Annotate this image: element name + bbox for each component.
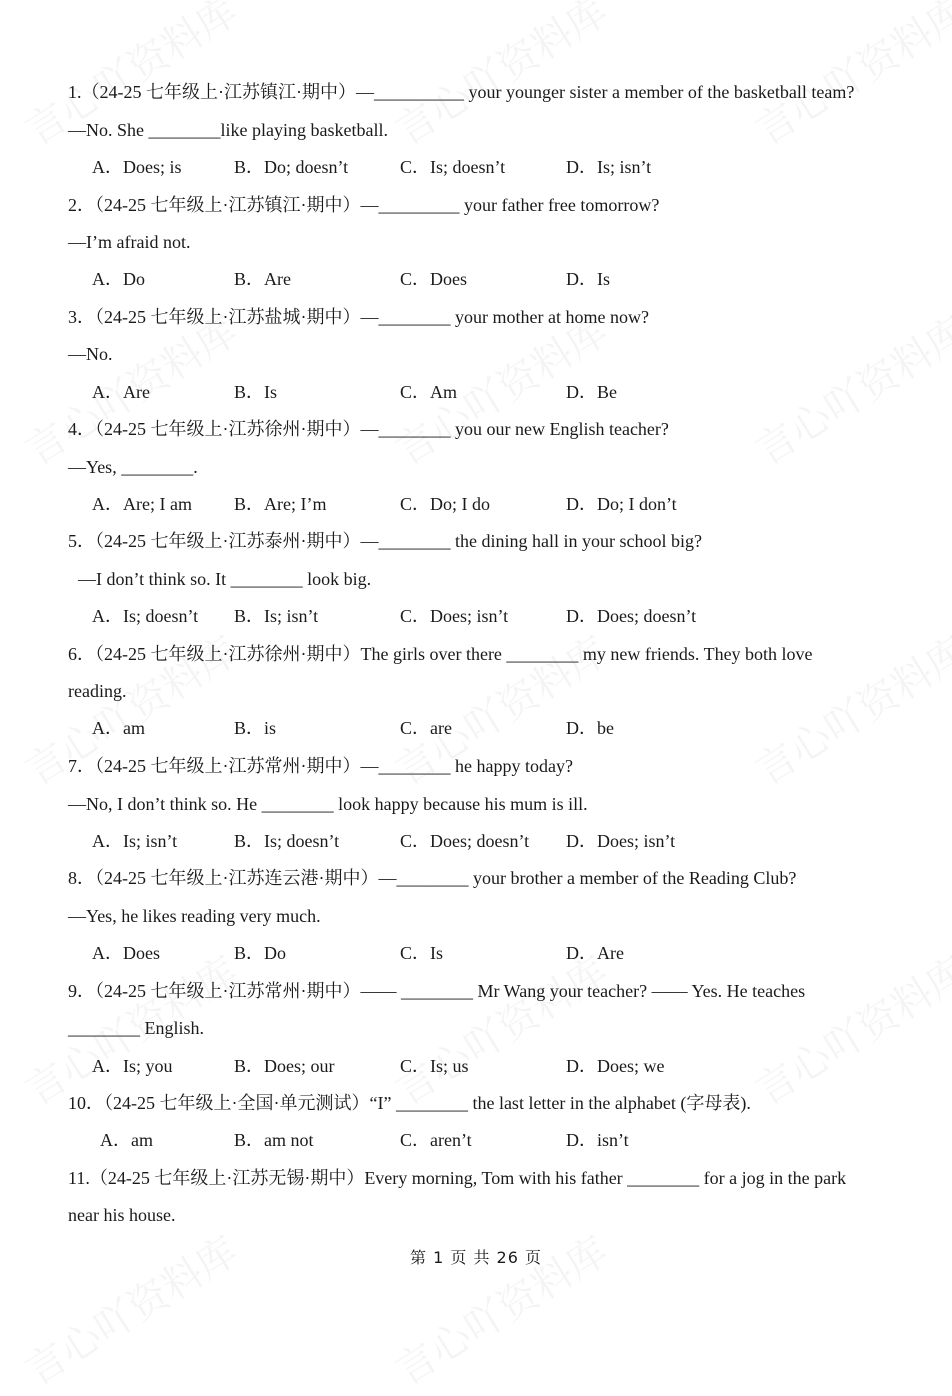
question-4-reply: —Yes, ________. [68, 457, 198, 477]
question-10-stem: 10．（24-25 七年级上·全国·单元测试）“I” ________ the last letter in the alphabet (字母表). [68, 1093, 751, 1113]
option-d: D．Is [566, 269, 610, 289]
question-5-reply: —I don’t think so. It ________ look big. [78, 569, 372, 589]
option-c: C．are [400, 718, 452, 738]
option-a: A．Are; I am [92, 494, 192, 514]
option-a: A．am [100, 1130, 153, 1150]
question-7-stem: 7．（24-25 七年级上·江苏常州·期中）—________ he happy today? [68, 756, 573, 776]
option-a: A．Is; isn’t [92, 831, 178, 851]
option-d: D．Be [566, 382, 617, 402]
question-9-stem: 9．（24-25 七年级上·江苏常州·期中）—— ________ Mr Wang your teacher? —— Yes. He teaches [68, 981, 806, 1001]
option-d: D．Does; we [566, 1056, 665, 1076]
option-c: C．Does; isn’t [400, 606, 509, 626]
option-d: D．Do; I don’t [566, 494, 677, 514]
option-a: A．Are [92, 382, 150, 402]
option-d: D．Does; isn’t [566, 831, 676, 851]
option-c: C．aren’t [400, 1130, 472, 1150]
option-c: C．Is; us [400, 1056, 469, 1076]
option-a: A．Does [92, 943, 160, 963]
question-4-stem: 4．（24-25 七年级上·江苏徐州·期中）—________ you our new English teacher? [68, 419, 669, 439]
option-c: C．Is; doesn’t [400, 157, 506, 177]
page-number: 第 1 页 共 26 页 [410, 1248, 542, 1267]
option-d: D．Is; isn’t [566, 157, 652, 177]
option-c: C．Does; doesn’t [400, 831, 530, 851]
option-b: B．Is; doesn’t [234, 831, 340, 851]
option-d: D．isn’t [566, 1130, 629, 1150]
option-b: B．Is; isn’t [234, 606, 319, 626]
option-b: B．Is [234, 382, 278, 402]
option-d: D．Are [566, 943, 624, 963]
option-c: C．Am [400, 382, 458, 402]
option-c: C．Is [400, 943, 444, 963]
question-1-reply: —No. She ________like playing basketball. [68, 120, 388, 140]
option-b: B．Are [234, 269, 291, 289]
question-3-stem: 3．（24-25 七年级上·江苏盐城·期中）—________ your mother at home now? [68, 307, 649, 327]
option-c: C．Does [400, 269, 467, 289]
question-8-stem: 8．（24-25 七年级上·江苏连云港·期中）—________ your brother a member of the Reading Club? [68, 868, 797, 888]
option-b: B．am not [234, 1130, 314, 1150]
question-9-stem-cont: ________ English. [68, 1018, 205, 1038]
question-7-reply: —No, I don’t think so. He ________ look happy because his mum is ill. [68, 794, 588, 814]
option-b: B．Do [234, 943, 287, 963]
question-6-stem: 6．（24-25 七年级上·江苏徐州·期中）The girls over there ________ my new friends. They both love [68, 644, 813, 664]
option-c: C．Do; I do [400, 494, 490, 514]
option-d: D．be [566, 718, 614, 738]
question-5-stem: 5．（24-25 七年级上·江苏泰州·期中）—________ the dining hall in your school big? [68, 531, 702, 551]
question-2-reply: —I’m afraid not. [68, 232, 191, 252]
option-b: B．Do; doesn’t [234, 157, 349, 177]
question-3-reply: —No. [68, 344, 113, 364]
option-a: A．Is; doesn’t [92, 606, 199, 626]
option-a: A．Is; you [92, 1056, 173, 1076]
question-1-stem: 1.（24-25 七年级上·江苏镇江·期中）—__________ your younger sister a member of the basketball team? [68, 82, 855, 102]
option-a: A．Does; is [92, 157, 182, 177]
option-b: B．Does; our [234, 1056, 335, 1076]
question-2-stem: 2．（24-25 七年级上·江苏镇江·期中）—_________ your father free tomorrow? [68, 195, 660, 215]
question-6-stem-cont: reading. [68, 681, 127, 701]
question-8-reply: —Yes, he likes reading very much. [68, 906, 321, 926]
option-b: B．Are; I’m [234, 494, 327, 514]
question-11-stem: 11.（24-25 七年级上·江苏无锡·期中）Every morning, Tom with his father ________ for a jog in the park [68, 1168, 847, 1188]
question-11-stem-cont: near his house. [68, 1205, 176, 1225]
option-b: B．is [234, 718, 277, 738]
option-d: D．Does; doesn’t [566, 606, 697, 626]
option-a: A．am [92, 718, 145, 738]
option-a: A．Do [92, 269, 145, 289]
